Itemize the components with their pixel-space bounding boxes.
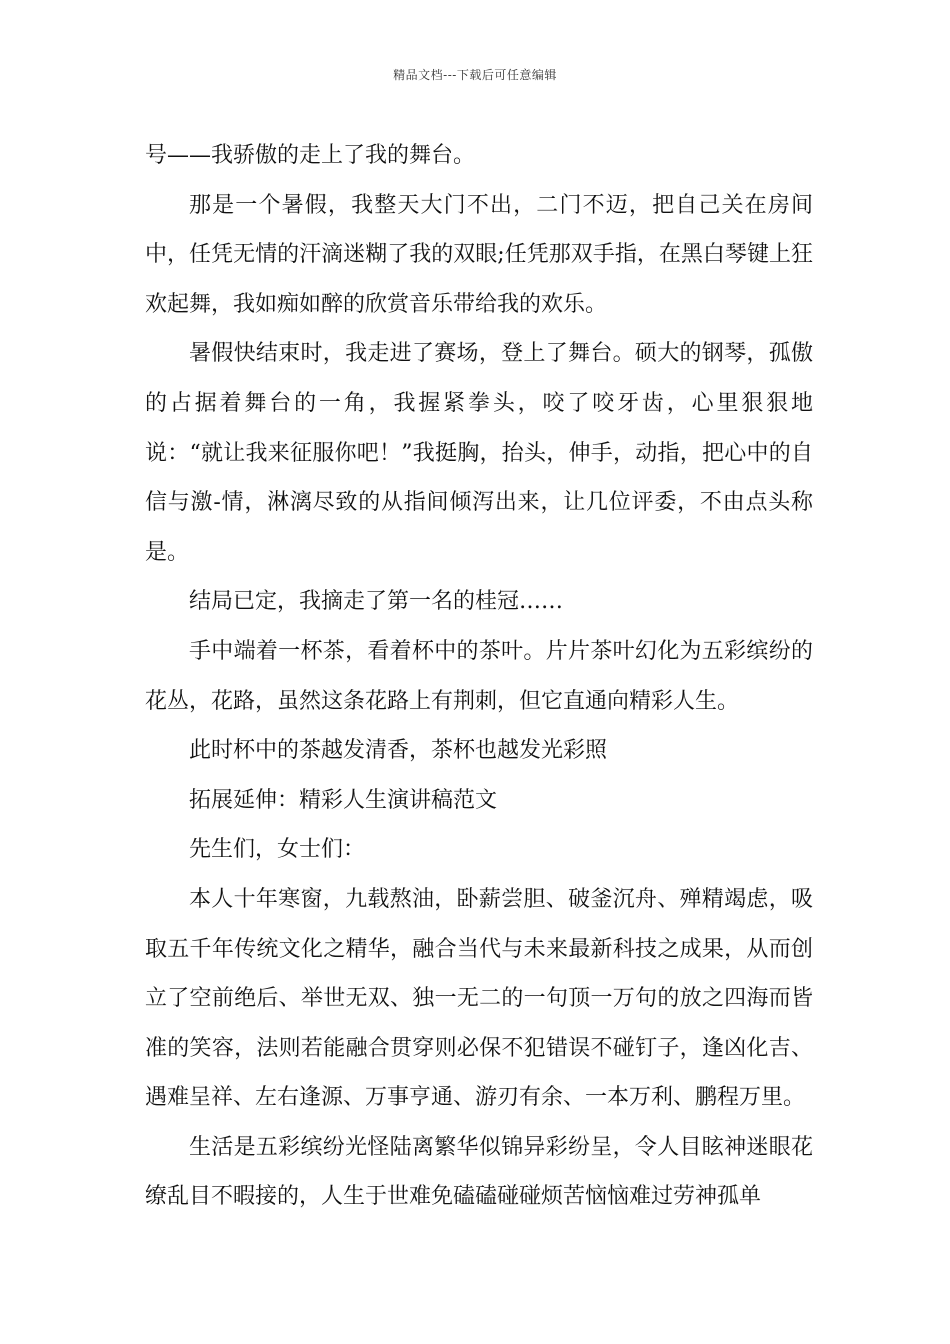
paragraph-4: 结局已定，我摘走了第一名的桂冠…… bbox=[189, 589, 564, 615]
paragraph-2: 那是一个暑假，我整天大门不出，二门不迈，把自己关在房间中，任凭无情的汗滴迷糊了我的双眼;任凭那双手指，在黑白琴键上狂欢起舞，我如痴如醉的欣赏音乐带给我的欢乐。 bbox=[145, 192, 813, 317]
paragraph-6: 此时杯中的茶越发清香，茶杯也越发光彩照 bbox=[189, 738, 608, 764]
page-header: 精品文档---下载后可任意编辑 bbox=[393, 68, 557, 82]
body-text bbox=[145, 131, 813, 1222]
paragraph-3: 暑假快结束时，我走进了赛场，登上了舞台。硕大的钢琴，孤傲的占据着舞台的一角，我握紧拳头，咬了咬牙齿，心里狠狠地说：“就让我来征服你吧！”我挺胸，抬头，伸手，动指，把心中的自信与激-情，淋漓尽致的从指间倾泻出来，让几位评委，不由点头称是。 bbox=[145, 341, 813, 565]
paragraph-8: 先生们，女士们： bbox=[189, 837, 366, 863]
paragraph-7: 拓展延伸：精彩人生演讲稿范文 bbox=[189, 787, 498, 813]
paragraph-9: 本人十年寒窗，九载熬油，卧薪尝胆、破釜沉舟、殚精竭虑，吸取五千年传统文化之精华，融合当代与未来最新科技之成果，从而创立了空前绝后、举世无双、独一无二的一句顶一万句的放之四海而皆准的笑容，法则若能融合贯穿则必保不犯错误不碰钉子，逢凶化吉、遇难呈祥、左右逢源、万事亨通、游刃有余、一本万利、鹏程万里。 bbox=[145, 886, 813, 1111]
paragraph-10: 生活是五彩缤纷光怪陆离繁华似锦异彩纷呈，令人目眩神迷眼花缭乱目不暇接的，人生于世难免磕磕碰碰烦苦恼恼难过劳神孤单 bbox=[145, 1134, 813, 1210]
paragraph-5: 手中端着一杯茶，看着杯中的茶叶。片片茶叶幻化为五彩缤纷的花丛，花路，虽然这条花路上有荆刺，但它直通向精彩人生。 bbox=[145, 638, 813, 714]
paragraph-1: 号——我骄傲的走上了我的舞台。 bbox=[145, 143, 476, 168]
